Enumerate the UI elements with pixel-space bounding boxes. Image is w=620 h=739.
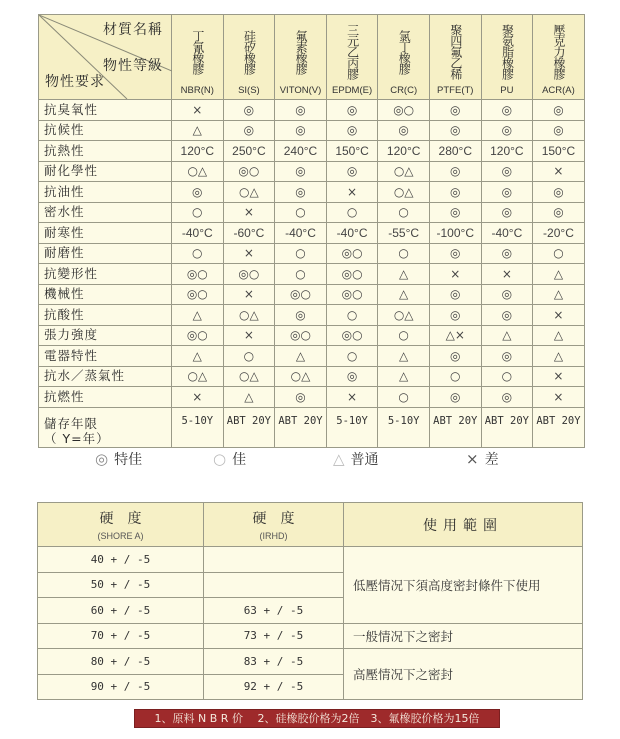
- irhd-value: 92 + / -5: [204, 674, 344, 700]
- material-header-nbr: [172, 15, 224, 100]
- rating-cell: ◎: [172, 182, 224, 203]
- rating-cell: ◎: [429, 120, 481, 141]
- rating-cell: ○: [429, 366, 481, 387]
- table-row: [39, 366, 585, 387]
- material-code: PTFE(T): [437, 84, 474, 96]
- rating-cell: ×: [326, 182, 378, 203]
- table-row: [39, 305, 585, 326]
- rating-legend: [0, 449, 620, 471]
- rating-cell: 240°C: [275, 141, 327, 162]
- rating-cell: ×: [533, 161, 585, 182]
- storage-value: 5-10Y: [172, 407, 224, 447]
- property-label: 抗燃性: [39, 387, 172, 408]
- usage-low-pressure: 低壓情况下須高度密封條件下使用: [344, 547, 583, 624]
- legend-label: 差: [484, 452, 499, 468]
- table-row: [39, 346, 585, 367]
- table-row: [39, 387, 585, 408]
- rating-cell: ◎: [533, 182, 585, 203]
- rating-cell: ○: [326, 305, 378, 326]
- storage-value: ABT 20Y: [223, 407, 275, 447]
- rating-cell: ○: [378, 387, 430, 408]
- cross-icon: ×: [466, 450, 479, 468]
- irhd-title: 硬度: [252, 511, 309, 527]
- legend-label: 普通: [350, 452, 379, 468]
- property-label: 耐寒性: [39, 223, 172, 244]
- rating-cell: 150°C: [326, 141, 378, 162]
- rating-cell: ◎: [326, 120, 378, 141]
- rating-cell: △: [533, 346, 585, 367]
- rating-cell: △: [172, 346, 224, 367]
- rating-cell: ○△: [378, 305, 430, 326]
- rating-cell: ◎: [275, 161, 327, 182]
- rating-cell: △×: [429, 325, 481, 346]
- table-header-row: [39, 15, 585, 100]
- rating-cell: ◎: [223, 120, 275, 141]
- rating-cell: ◎○: [326, 264, 378, 285]
- triangle-icon: △: [333, 450, 345, 468]
- table-row: [39, 182, 585, 203]
- rating-cell: ◎: [533, 100, 585, 121]
- rating-cell: △: [275, 346, 327, 367]
- irhd-value: 73 + / -5: [204, 623, 344, 649]
- irhd-value: [204, 547, 344, 573]
- property-label: 密水性: [39, 202, 172, 223]
- rating-cell: 120°C: [378, 141, 430, 162]
- material-name: 硅矽橡膠: [242, 29, 257, 74]
- material-name: 聚四氟乙稀: [448, 24, 463, 80]
- property-label: 抗熱性: [39, 141, 172, 162]
- rating-cell: ×: [172, 387, 224, 408]
- rating-cell: ◎: [481, 387, 533, 408]
- material-name-label: 材質名稱: [103, 22, 163, 38]
- irhd-header: [204, 503, 344, 547]
- hardness-row: [38, 547, 583, 573]
- rating-cell: -40°C: [481, 223, 533, 244]
- rating-cell: ◎: [429, 182, 481, 203]
- rating-cell: ×: [481, 264, 533, 285]
- rating-cell: ◎: [429, 346, 481, 367]
- storage-value: 5-10Y: [326, 407, 378, 447]
- legend-label: 特佳: [114, 452, 143, 468]
- material-header-cr: [378, 15, 430, 100]
- table-row: [39, 284, 585, 305]
- usage-high-pressure: 高壓情况下之密封: [344, 649, 583, 700]
- rating-cell: ○△: [223, 305, 275, 326]
- rating-cell: △: [533, 284, 585, 305]
- corner-header-cell: [39, 15, 172, 100]
- rating-cell: △: [378, 366, 430, 387]
- rating-cell: ○△: [223, 366, 275, 387]
- rating-cell: ◎: [326, 366, 378, 387]
- material-name: 聚氨脂橡膠: [500, 24, 515, 80]
- table-row: [39, 264, 585, 285]
- storage-value: ABT 20Y: [481, 407, 533, 447]
- hardness-header-row: [38, 503, 583, 547]
- rating-cell: ◎: [429, 305, 481, 326]
- rating-cell: ◎: [378, 120, 430, 141]
- rating-cell: ◎: [481, 120, 533, 141]
- material-code: SI(S): [238, 84, 260, 96]
- storage-value: 5-10Y: [378, 407, 430, 447]
- rating-cell: ◎○: [172, 284, 224, 305]
- rating-cell: ×: [223, 325, 275, 346]
- hardness-table: [37, 502, 583, 700]
- rating-cell: △: [223, 387, 275, 408]
- rating-cell: ○: [481, 366, 533, 387]
- property-label: 抗變形性: [39, 264, 172, 285]
- rating-cell: ◎○: [223, 264, 275, 285]
- rating-cell: △: [533, 325, 585, 346]
- rating-cell: ○: [533, 243, 585, 264]
- rating-cell: ◎○: [326, 243, 378, 264]
- rating-cell: ◎: [429, 243, 481, 264]
- table-row: [39, 325, 585, 346]
- table-row: [39, 161, 585, 182]
- material-header-pu: [481, 15, 533, 100]
- storage-label-line2: （ Y=年）: [44, 431, 110, 447]
- rating-cell: ◎: [326, 100, 378, 121]
- rating-cell: △: [533, 264, 585, 285]
- circle-icon: ○: [213, 450, 227, 468]
- rating-cell: ◎: [275, 305, 327, 326]
- price-note-banner: 1、原料 N B R 价 2、硅橡胶价格为2倍 3、氟橡胶价格为15倍: [134, 709, 500, 728]
- property-rows: [39, 100, 585, 408]
- rating-cell: ○: [326, 346, 378, 367]
- rating-cell: ○△: [223, 182, 275, 203]
- legend-excellent: [95, 449, 142, 469]
- legend-average: [333, 449, 379, 469]
- rating-cell: ◎○: [326, 284, 378, 305]
- material-code: CR(C): [390, 84, 418, 96]
- irhd-value: 63 + / -5: [204, 598, 344, 624]
- rating-cell: ○△: [172, 366, 224, 387]
- rating-cell: ◎: [429, 161, 481, 182]
- material-code: VITON(V): [279, 84, 322, 96]
- property-label: 耐化學性: [39, 161, 172, 182]
- rubber-properties-table: [38, 14, 585, 448]
- legend-poor: [466, 449, 499, 469]
- rating-cell: ◎: [481, 305, 533, 326]
- hardness-row: [38, 623, 583, 649]
- rating-cell: ◎: [223, 100, 275, 121]
- storage-label: [39, 407, 172, 447]
- material-header-ptfe: [429, 15, 481, 100]
- requirement-label: 物性要求: [45, 74, 105, 90]
- rating-cell: ×: [172, 100, 224, 121]
- hardness-row: [38, 649, 583, 675]
- rating-cell: ×: [429, 264, 481, 285]
- material-code: EPDM(E): [332, 84, 373, 96]
- shore-value: 80 + / -5: [38, 649, 204, 675]
- material-code: NBR(N): [180, 84, 214, 96]
- property-label: 抗候性: [39, 120, 172, 141]
- material-header-si: [223, 15, 275, 100]
- rating-cell: ×: [533, 366, 585, 387]
- rating-cell: ○: [172, 202, 224, 223]
- rating-cell: ×: [223, 284, 275, 305]
- rating-cell: △: [481, 325, 533, 346]
- rating-cell: ◎○: [326, 325, 378, 346]
- rating-cell: ×: [223, 202, 275, 223]
- rating-cell: ○: [378, 202, 430, 223]
- table-row: [39, 202, 585, 223]
- rating-cell: ◎: [533, 202, 585, 223]
- rating-cell: -40°C: [326, 223, 378, 244]
- rating-cell: ◎: [429, 100, 481, 121]
- shore-title: 硬度: [99, 511, 156, 527]
- usage-title: 使用範圍: [423, 517, 503, 534]
- material-code: ACR(A): [542, 84, 575, 96]
- material-code: PU: [500, 84, 514, 96]
- rating-cell: ◎: [481, 161, 533, 182]
- rating-cell: ◎: [326, 161, 378, 182]
- legend-label: 佳: [232, 452, 247, 468]
- shore-subtitle: (SHORE A): [97, 531, 144, 541]
- storage-value: ABT 20Y: [429, 407, 481, 447]
- legend-good: [213, 449, 246, 469]
- shore-value: 50 + / -5: [38, 572, 204, 598]
- shore-value: 70 + / -5: [38, 623, 204, 649]
- property-label: 抗酸性: [39, 305, 172, 326]
- rating-cell: △: [378, 284, 430, 305]
- material-header-acr: [533, 15, 585, 100]
- usage-general: 一般情况下之密封: [344, 623, 583, 649]
- property-label: 抗油性: [39, 182, 172, 203]
- property-label: 抗水／蒸氣性: [39, 366, 172, 387]
- rating-cell: ◎○: [378, 100, 430, 121]
- rating-cell: ×: [533, 305, 585, 326]
- rating-cell: ×: [223, 243, 275, 264]
- table-row: [39, 141, 585, 162]
- shore-value: 60 + / -5: [38, 598, 204, 624]
- rating-cell: 250°C: [223, 141, 275, 162]
- rating-cell: ○△: [275, 366, 327, 387]
- material-header-epdm: [326, 15, 378, 100]
- rating-cell: ◎: [481, 100, 533, 121]
- rating-cell: ×: [326, 387, 378, 408]
- material-name: 氯丁橡膠: [397, 29, 412, 74]
- material-name: 三元乙丙膠: [345, 24, 360, 80]
- rating-cell: ◎: [533, 120, 585, 141]
- table-row: [39, 120, 585, 141]
- property-label: 耐磨性: [39, 243, 172, 264]
- rating-cell: ○: [378, 325, 430, 346]
- property-label: 張力強度: [39, 325, 172, 346]
- rating-cell: ◎: [481, 182, 533, 203]
- rating-cell: ◎: [481, 284, 533, 305]
- rating-cell: -20°C: [533, 223, 585, 244]
- rating-cell: ○: [275, 202, 327, 223]
- property-label: 機械性: [39, 284, 172, 305]
- rating-cell: ○: [326, 202, 378, 223]
- rating-cell: △: [172, 305, 224, 326]
- rating-cell: △: [172, 120, 224, 141]
- property-label: 抗臭氧性: [39, 100, 172, 121]
- material-name: 氟素橡膠: [294, 29, 309, 74]
- storage-value: ABT 20Y: [533, 407, 585, 447]
- rating-cell: ○: [172, 243, 224, 264]
- rating-cell: ◎: [429, 387, 481, 408]
- double-circle-icon: ◎: [95, 450, 109, 468]
- shore-value: 90 + / -5: [38, 674, 204, 700]
- rating-cell: 280°C: [429, 141, 481, 162]
- rating-cell: ◎: [275, 120, 327, 141]
- rating-cell: -60°C: [223, 223, 275, 244]
- shore-value: 40 + / -5: [38, 547, 204, 573]
- rating-cell: ◎○: [223, 161, 275, 182]
- irhd-value: 83 + / -5: [204, 649, 344, 675]
- rating-cell: ◎: [481, 243, 533, 264]
- rating-cell: ○△: [378, 161, 430, 182]
- rating-cell: 150°C: [533, 141, 585, 162]
- rating-cell: -100°C: [429, 223, 481, 244]
- rating-cell: ◎: [275, 387, 327, 408]
- irhd-subtitle: (IRHD): [259, 531, 288, 541]
- rating-cell: ○: [378, 243, 430, 264]
- rating-cell: -40°C: [275, 223, 327, 244]
- rating-cell: ◎: [275, 182, 327, 203]
- rating-cell: 120°C: [481, 141, 533, 162]
- rating-cell: ◎: [481, 202, 533, 223]
- table-row: [39, 243, 585, 264]
- rating-cell: ◎: [481, 346, 533, 367]
- material-name: 壓克力橡膠: [552, 24, 567, 80]
- material-header-viton: [275, 15, 327, 100]
- table-row: [39, 223, 585, 244]
- rating-cell: ◎○: [172, 325, 224, 346]
- rating-cell: ○: [275, 243, 327, 264]
- rating-cell: 120°C: [172, 141, 224, 162]
- storage-row: [39, 407, 585, 447]
- rating-cell: ◎: [429, 202, 481, 223]
- rating-cell: -40°C: [172, 223, 224, 244]
- rating-cell: ○△: [172, 161, 224, 182]
- usage-header: [344, 503, 583, 547]
- storage-label-line1: 儲存年限: [44, 415, 99, 431]
- shore-header: [38, 503, 204, 547]
- storage-value: ABT 20Y: [275, 407, 327, 447]
- rating-cell: ○: [223, 346, 275, 367]
- rating-cell: ◎○: [275, 325, 327, 346]
- rating-cell: ◎: [429, 284, 481, 305]
- table-row: [39, 100, 585, 121]
- rating-cell: ◎: [275, 100, 327, 121]
- rating-cell: ○△: [378, 182, 430, 203]
- property-label: 電器特性: [39, 346, 172, 367]
- irhd-value: [204, 572, 344, 598]
- rating-cell: ×: [533, 387, 585, 408]
- rating-cell: ◎○: [275, 284, 327, 305]
- rating-cell: △: [378, 346, 430, 367]
- rating-cell: △: [378, 264, 430, 285]
- grade-label: 物性等級: [103, 58, 163, 74]
- rating-cell: ◎○: [172, 264, 224, 285]
- rating-cell: -55°C: [378, 223, 430, 244]
- rating-cell: ○: [275, 264, 327, 285]
- material-name: 丁氰橡膠: [190, 29, 205, 74]
